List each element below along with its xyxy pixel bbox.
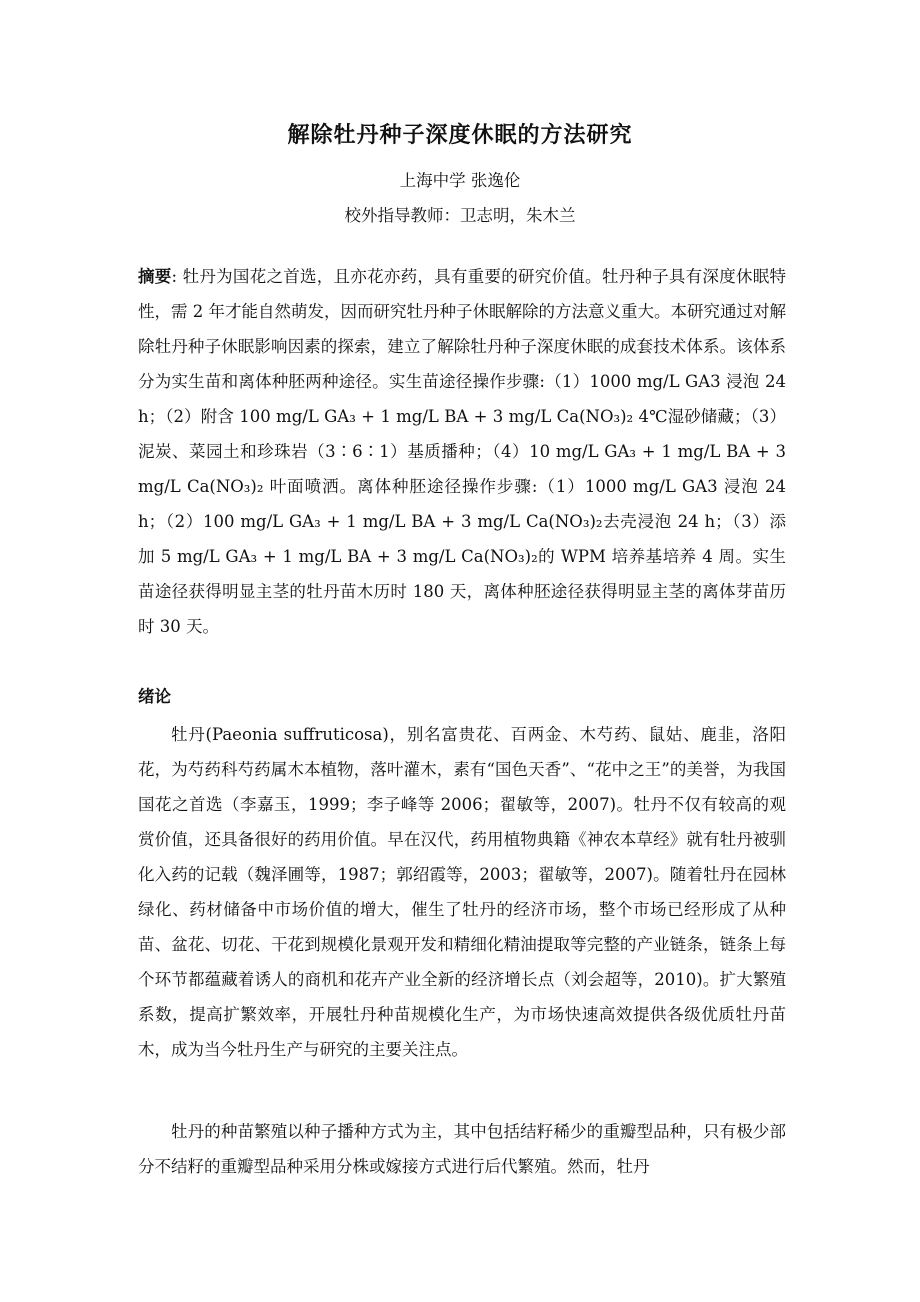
paragraph-text: 牡丹(Paeonia suffruticosa)，别名富贵花、百两金、木芍药、鼠姑、鹿韭，洛阳花，为芍药科芍药属木本植物，落叶灌木，素有“国色天香”、“花中之王”的美誉，为我国国花之首选（李嘉玉，1999；李子峰等 2006；翟敏等，2007)。牡丹不仅有较高的观赏价值，还具备很好的药用价值。早在汉代，药用植物典籍《神农本草经》就有牡丹被驯化入药的记载（魏泽圃等，1987；郭绍霞等，2003；翟敏等，2007)。随着牡丹在园林绿化、药材储备中市场价值的增大，催生了牡丹的经济市场，整个市场已经形成了从种苗、盆花、切花、干花到规模化景观开发和精细化精油提取等完整的产业链条，链条上每个环节都蕴藏着诱人的商机和花卉产业全新的经济增长点（刘会超等，2010)。扩大繁殖系数，提高扩繁效率，开展牡丹种苗规模化生产，为市场快速高效提供各级优质牡丹苗木，成为当今牡丹生产与研究的主要关注点。 [138, 725, 786, 1059]
abstract [138, 259, 786, 644]
paragraph-text: 牡丹的种苗繁殖以种子播种方式为主，其中包括结籽稀少的重瓣型品种，只有极少部分不结籽的重瓣型品种采用分株或嫁接方式进行后代繁殖。然而，牡丹 [138, 1122, 786, 1176]
introduction-paragraph-2 [138, 1114, 786, 1184]
introduction-paragraph-1 [138, 717, 786, 1067]
paper-title: 解除牡丹种子深度休眠的方法研究 [287, 122, 633, 148]
author-line: 上海中学 张逸伦 [399, 171, 521, 190]
section-heading-introduction: 绪论 [138, 687, 171, 706]
abstract-label: 摘要 [138, 267, 172, 286]
abstract-text: : 牡丹为国花之首选，且亦花亦药，具有重要的研究价值。牡丹种子具有深度休眠特性，需 2 年才能自然萌发，因而研究牡丹种子休眠解除的方法意义重大。本研究通过对解除牡丹种子休眠影响因素的探索，建立了解除牡丹种子深度休眠的成套技术体系。该体系分为实生苗和离体种胚两种途径。实生苗途径操作步骤:（1）1000 mg/L GA3 浸泡 24 h；（2）附含 100 mg/L GA₃ + 1 mg/L BA + 3 mg/L Ca(NO₃)₂ 4℃湿砂储藏；（3）泥炭、菜园土和珍珠岩（3∶6∶1）基质播种；（4）10 mg/L GA₃ + 1 mg/L BA + 3 mg/L Ca(NO₃)₂ 叶面喷洒。离体种胚途径操作步骤:（1）1000 mg/L GA3 浸泡 24 h；（2）100 mg/L GA₃ + 1 mg/L BA + 3 mg/L Ca(NO₃)₂去壳浸泡 24 h；（3）添加 5 mg/L GA₃ + 1 mg/L BA + 3 mg/L Ca(NO₃)₂的 WPM 培养基培养 4 周。实生苗途径获得明显主茎的牡丹苗木历时 180 天，离体种胚途径获得明显主茎的离体芽苗历时 30 天。 [138, 267, 787, 636]
advisor-line: 校外指导教师：卫志明，朱木兰 [344, 206, 576, 225]
